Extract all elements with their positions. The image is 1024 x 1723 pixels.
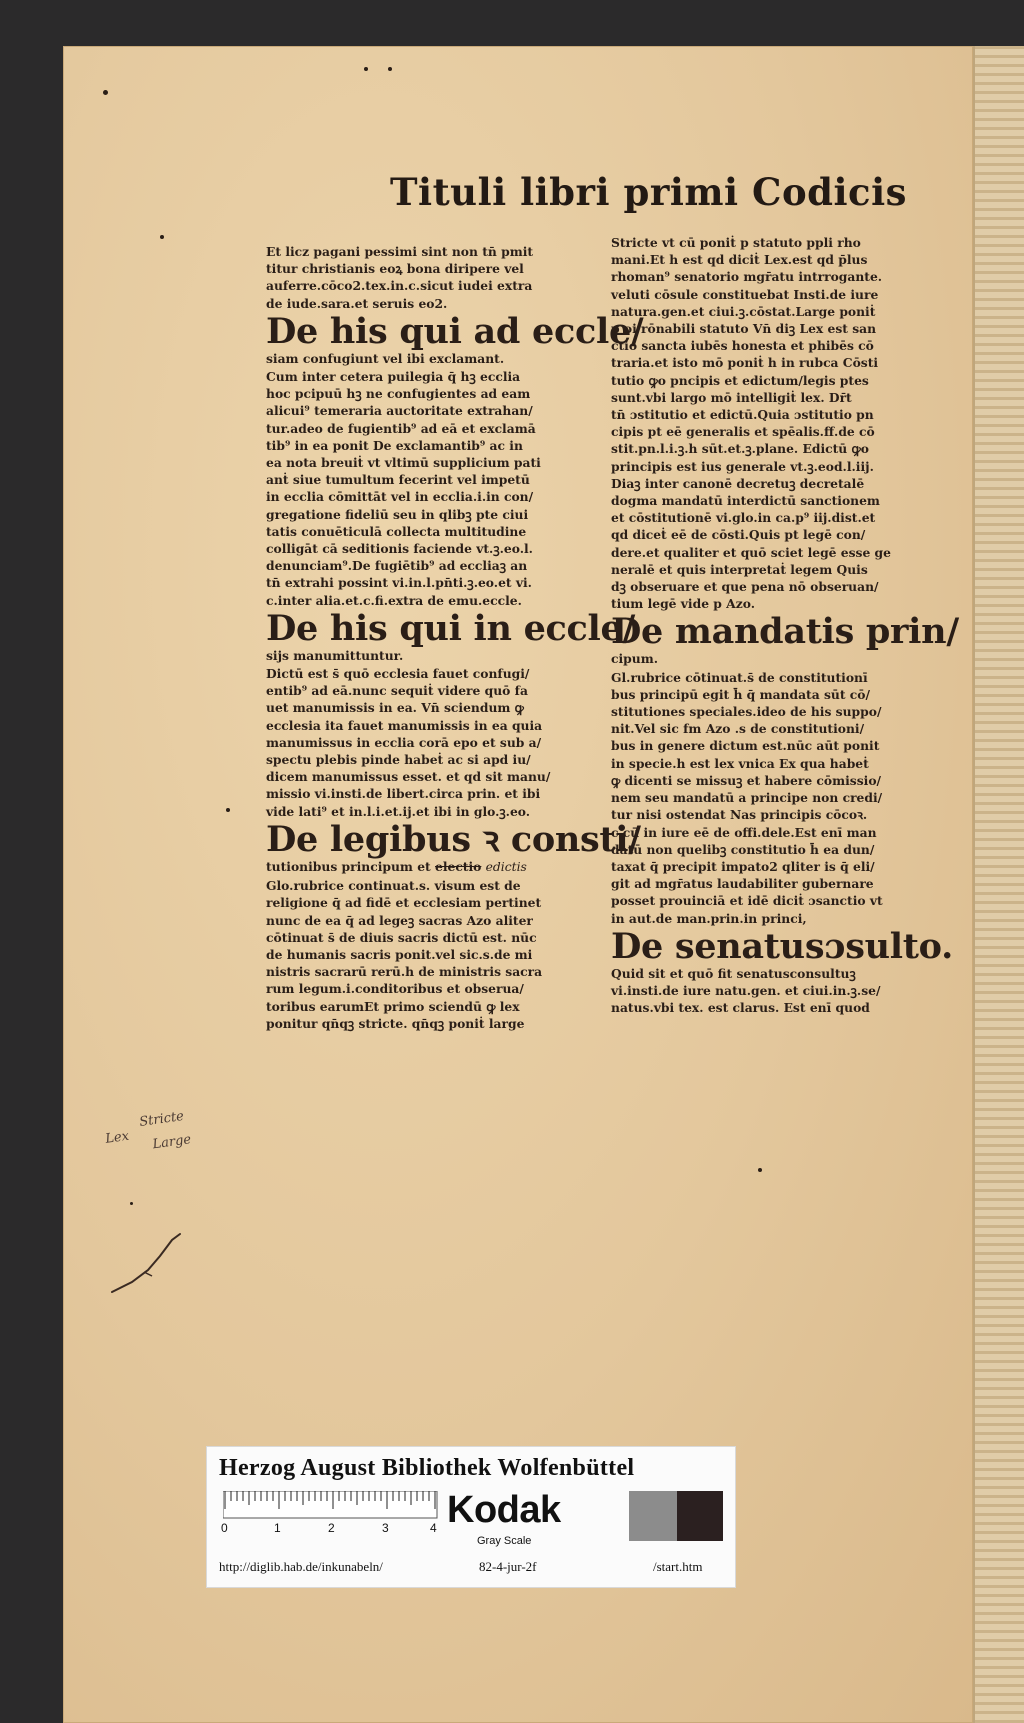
right-column xyxy=(611,234,959,1016)
struck-word: electio xyxy=(435,858,482,874)
scale-number: 4 xyxy=(430,1521,437,1535)
url-suffix: /start.htm xyxy=(653,1559,703,1574)
section-body: Cum inter cetera puilegia q̄ hꝫ ecclia hoc pcipuū hꝫ ne confugientes ad eam alicui⁹ temeraria auctoritate extrahan/ tur.adeo de fugientib⁹ ad eā et exclamā tib⁹ in ea ponit De exclamantib⁹ ac in ea nota breuiṫ vt vltimū supplicium pati anṫ siue tumultum fecerint vel impetū in ecclia cōmittāt vel in ecclia.i.in con/ gregatione fideliū seu in qlibꝫ pte ciui tatis conuēticulā collecta multitudine colligāt cā seditionis faciende vt.ꝫ.eo.l. denunciam⁹.De fugiētib⁹ ad eccliaꝫ an tn̄ extrahi possint vi.in.l.pn̄ti.ꝫ.eo.et vi. c.inter alia.et.c.fi.extra de emu.eccle. xyxy=(266,369,541,608)
marginal-note-line: Stricte xyxy=(138,1108,185,1130)
marginal-note-line: Large xyxy=(151,1132,193,1153)
section-subheading: siam confugiunt vel ibi exclamant. xyxy=(266,350,505,366)
ink-spot xyxy=(130,1202,133,1205)
left-column xyxy=(266,243,644,1032)
library-label xyxy=(206,1446,736,1588)
section-body: Gl.rubrice cōtinuat.s̄ de constitutionī bus principū egit h̄ q̄ mandata sūt cō/ stitutiones speciales.ideo de his suppo/ nit.Vel sic fm Azo .s de constitutioni/ bus in genere dictum est.nūc aūt ponit in specie.h est lex vnica Ex qua habeṫ ꝙ dicenti se missuꝫ et habere cōmissio/ nem seu mandatū a principe non credi/ tur nisi ostendat Nas principis cōcoꝛ. c.cū in iure eē de offi.dele.Est enī man datū non quelibꝫ constitutio h̄ ea dun/ taxat q̄ precipit impato2 qliter is q̄ eli/ git ad mgr̄atus laudabiliter gubernare posset prouinciā et idē diciṫ ɔsanctio vt in aut.de man.prin.in princi, xyxy=(611,669,883,926)
section-heading: De senatusɔsulto. xyxy=(611,925,953,967)
marginal-note-line: Lex xyxy=(104,1128,130,1147)
scale-number: 0 xyxy=(221,1521,228,1535)
gray-scale-caption: Gray Scale xyxy=(477,1535,532,1547)
intro-paragraph: Stricte vt cū poniṫ p statuto ppli rho mani.Et h est qd diciṫ Lex.est qd p̄lus rhoman⁹ senatorio mgr̄atu intrrogante. veluti cōsule constituebat Insti.de iure natura.gen.et ciui.ꝫ.cōstat.Large poniṫ p oi rōnabili statuto Vn̄ diꝫ Lex est san ctio sancta iubēs honesta et phibēs cō traria.et isto mō poniṫ h in rubca Cōsti tutio ꝙo pncipis et edictum/legis ptes sunt.vbi largo mō intelligiṫ lex. Dr̄t tn̄ ɔstitutio et edictū.Quia ɔstitutio pn cipis pt eē generalis et spēalis.ff.de cō stit.pn.l.i.ꝫ.h sūt.et.ꝫ.plane. Edictū ꝙo principis est ius generale vt.ꝫ.eod.l.iij. Diaꝫ inter canonē decretuꝫ decretalē dogma mandatū interdictū sanctionem et cōstitutionē vi.glo.in ca.p⁹ iij.dist.et qd diceṫ eē de cōsti.Quis pt legē con/ dere.et qualiter et quō sciet legē esse ge neralē et quis interpretaṫ legem Quis dꝫ obseruare et que pena nō obseruan/ tium legē vide p Azo. xyxy=(611,235,891,612)
section-subheading: sijs manumittuntur. xyxy=(266,647,404,663)
ink-spot xyxy=(103,90,108,95)
library-url: http://diglib.hab.de/inkunabeln/ xyxy=(219,1559,383,1574)
ink-spot xyxy=(758,1168,762,1172)
ink-spot xyxy=(226,808,230,812)
next-page-edge xyxy=(975,46,1024,1723)
section-heading: De his qui in eccle∕ xyxy=(266,607,636,649)
scale-number: 1 xyxy=(274,1521,281,1535)
section-body: Quid sit et quō fit senatusconsultuꝫ vi.insti.de iure natu.gen. et ciui.in.ꝫ.se/ natus.vbi tex. est clarus. Est enī quod xyxy=(611,965,881,1016)
ink-spot xyxy=(364,67,368,71)
ink-spot xyxy=(160,235,164,239)
intro-paragraph: Et licz pagani pessimi sint non tn̄ pmit titur christianis eoꝝ bona diripere vel auferre.cōco2.tex.in.c.sicut iudei extra de iude.sara.et seruis eo2. xyxy=(266,244,534,311)
section-subheading: tutionibus principum et xyxy=(266,858,431,874)
library-name: Herzog August Bibliothek Wolfenbüttel xyxy=(219,1455,635,1481)
running-head: Tituli libri primi Codicis xyxy=(390,170,907,214)
kodak-logo: Kodak xyxy=(447,1489,561,1531)
section-body: Glo.rubrice continuat.s. visum est de religione q̄ ad fidē et ecclesiam pertinet nunc de ea q̄ ad legeꝫ sacras Azo aliter cōtinuat s̄ de diuis sacris dictū est. nūc de humanis sacris ponit.vel sic.s.de mi nistris sacrarū rerū.h de ministris sacra rum legum.i.conditoribus et obserua/ toribus earumEt primo sciendū ꝙ lex ponitur qn̄qꝫ stricte. qn̄qꝫ poniṫ large xyxy=(266,878,543,1031)
scale-number: 2 xyxy=(328,1521,335,1535)
ink-scratch xyxy=(108,1230,188,1300)
scale-numbers xyxy=(223,1521,443,1537)
handwritten-insert: edictis xyxy=(485,859,527,874)
section-heading: De mandatis prin∕ xyxy=(611,611,959,653)
section-body: Dictū est s̄ quō ecclesia fauet confugi/ entib⁹ ad eā.nunc sequiṫ videre quō fa uet manumissis in ea. Vn̄ sciendum ꝙ ecclesia ita fauet manumissis in ea quia manumissus in ecclia corā epo et sub a/ spectu plebis pinde habeṫ ac si apd iu/ dicem manumissus esset. et qd sit manu/ missio vi.insti.de libert.circa prin. et ibi vide lati⁹ et in.l.i.et.ij.et ibi in glo.ꝫ.eo. xyxy=(266,666,551,819)
scale-number: 3 xyxy=(382,1521,389,1535)
scale-ruler xyxy=(223,1491,438,1519)
section-subheading: cipum. xyxy=(611,651,658,667)
gray-swatch xyxy=(629,1491,677,1541)
section-heading: De legibus ꝛ consti∕ xyxy=(266,818,641,860)
dark-swatch xyxy=(677,1491,723,1541)
ink-spot xyxy=(388,67,392,71)
section-heading: De his qui ad eccle∕ xyxy=(266,310,644,352)
section-subheading-line xyxy=(266,858,581,876)
shelfmark: 82-4-jur-2f xyxy=(479,1559,537,1574)
